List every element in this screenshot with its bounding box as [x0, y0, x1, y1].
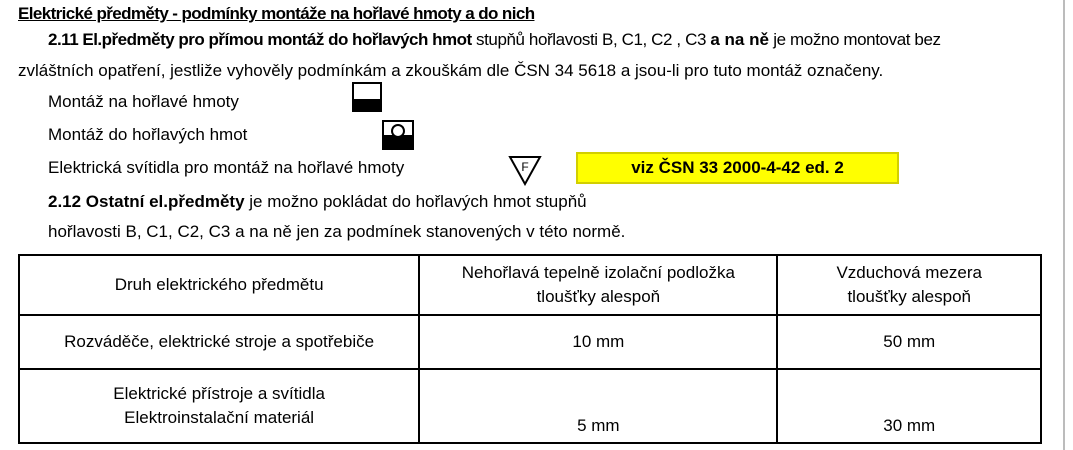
table-header-row — [19, 255, 1041, 315]
row2-item — [19, 369, 419, 443]
section-2-11-tail: je možno montovat bez — [768, 30, 941, 49]
section-2-11-continuation: zvláštních opatření, jestliže vyhověly podmínkám a zkouškám dle ČSN 34 5618 a jsou-li pro tuto montáž označeny. — [18, 61, 884, 80]
header-air-gap — [777, 255, 1041, 315]
section-2-11-bold: a na ně — [710, 30, 769, 49]
table-row — [19, 369, 1041, 443]
header-air-gap-line2: tloušťky alespoň — [847, 287, 971, 306]
norm-reference-highlight: viz ČSN 33 2000-4-42 ed. 2 — [576, 152, 899, 184]
item-luminaires-label: Elektrická svítidla pro montáž na hořlavé hmoty — [48, 158, 405, 177]
page-heading: Elektrické předměty - podmínky montáže na hořlavé hmoty a do nich — [18, 4, 535, 23]
row1-air-gap: 50 mm — [777, 315, 1041, 369]
header-insulation-pad — [419, 255, 777, 315]
section-2-11-lead: 2.11 El.předměty pro přímou montáž do hořlavých hmot — [48, 30, 472, 49]
distance-requirements-table — [18, 254, 1042, 444]
row2-air-gap: 30 mm — [777, 369, 1041, 443]
section-2-12-line2: hořlavosti B, C1, C2, C3 a na ně jen za podmínek stanovených v této normě. — [48, 222, 626, 241]
item-mount-on-label: Montáž na hořlavé hmoty — [48, 92, 239, 111]
f-triangle-icon — [508, 152, 542, 191]
item-mount-into-label: Montáž do hořlavých hmot — [48, 125, 248, 144]
mount-into-flammable-icon — [382, 120, 414, 155]
header-air-gap-line1: Vzduchová mezera — [836, 263, 982, 282]
header-item-type — [19, 255, 419, 315]
row2-item-line2: Elektroinstalační materiál — [124, 408, 315, 427]
section-2-11-mid: stupňů hořlavosti B, C1, C2 , C3 — [471, 30, 711, 49]
f-triangle-letter: F — [521, 160, 529, 174]
row2-item-line1: Elektrické přístroje a svítidla — [113, 384, 325, 403]
section-2-11-line1 — [48, 30, 941, 50]
header-insulation-line2: tloušťky alespoň — [536, 287, 661, 306]
page-edge-divider — [1063, 0, 1065, 450]
mount-on-flammable-icon — [352, 82, 382, 117]
section-2-12-tail: je možno pokládat do hořlavých hmot stupňů — [244, 192, 587, 211]
header-item-type-text: Druh elektrického předmětu — [114, 275, 324, 294]
header-insulation-line1: Nehořlavá tepelně izolační podložka — [461, 263, 735, 282]
table-row — [19, 315, 1041, 369]
row2-insulation: 5 mm — [419, 369, 777, 443]
section-2-12-lead: 2.12 Ostatní el.předměty — [48, 192, 245, 211]
section-2-12-line1 — [48, 192, 587, 212]
row1-insulation: 10 mm — [419, 315, 777, 369]
row1-item: Rozváděče, elektrické stroje a spotřebiče — [19, 315, 419, 369]
